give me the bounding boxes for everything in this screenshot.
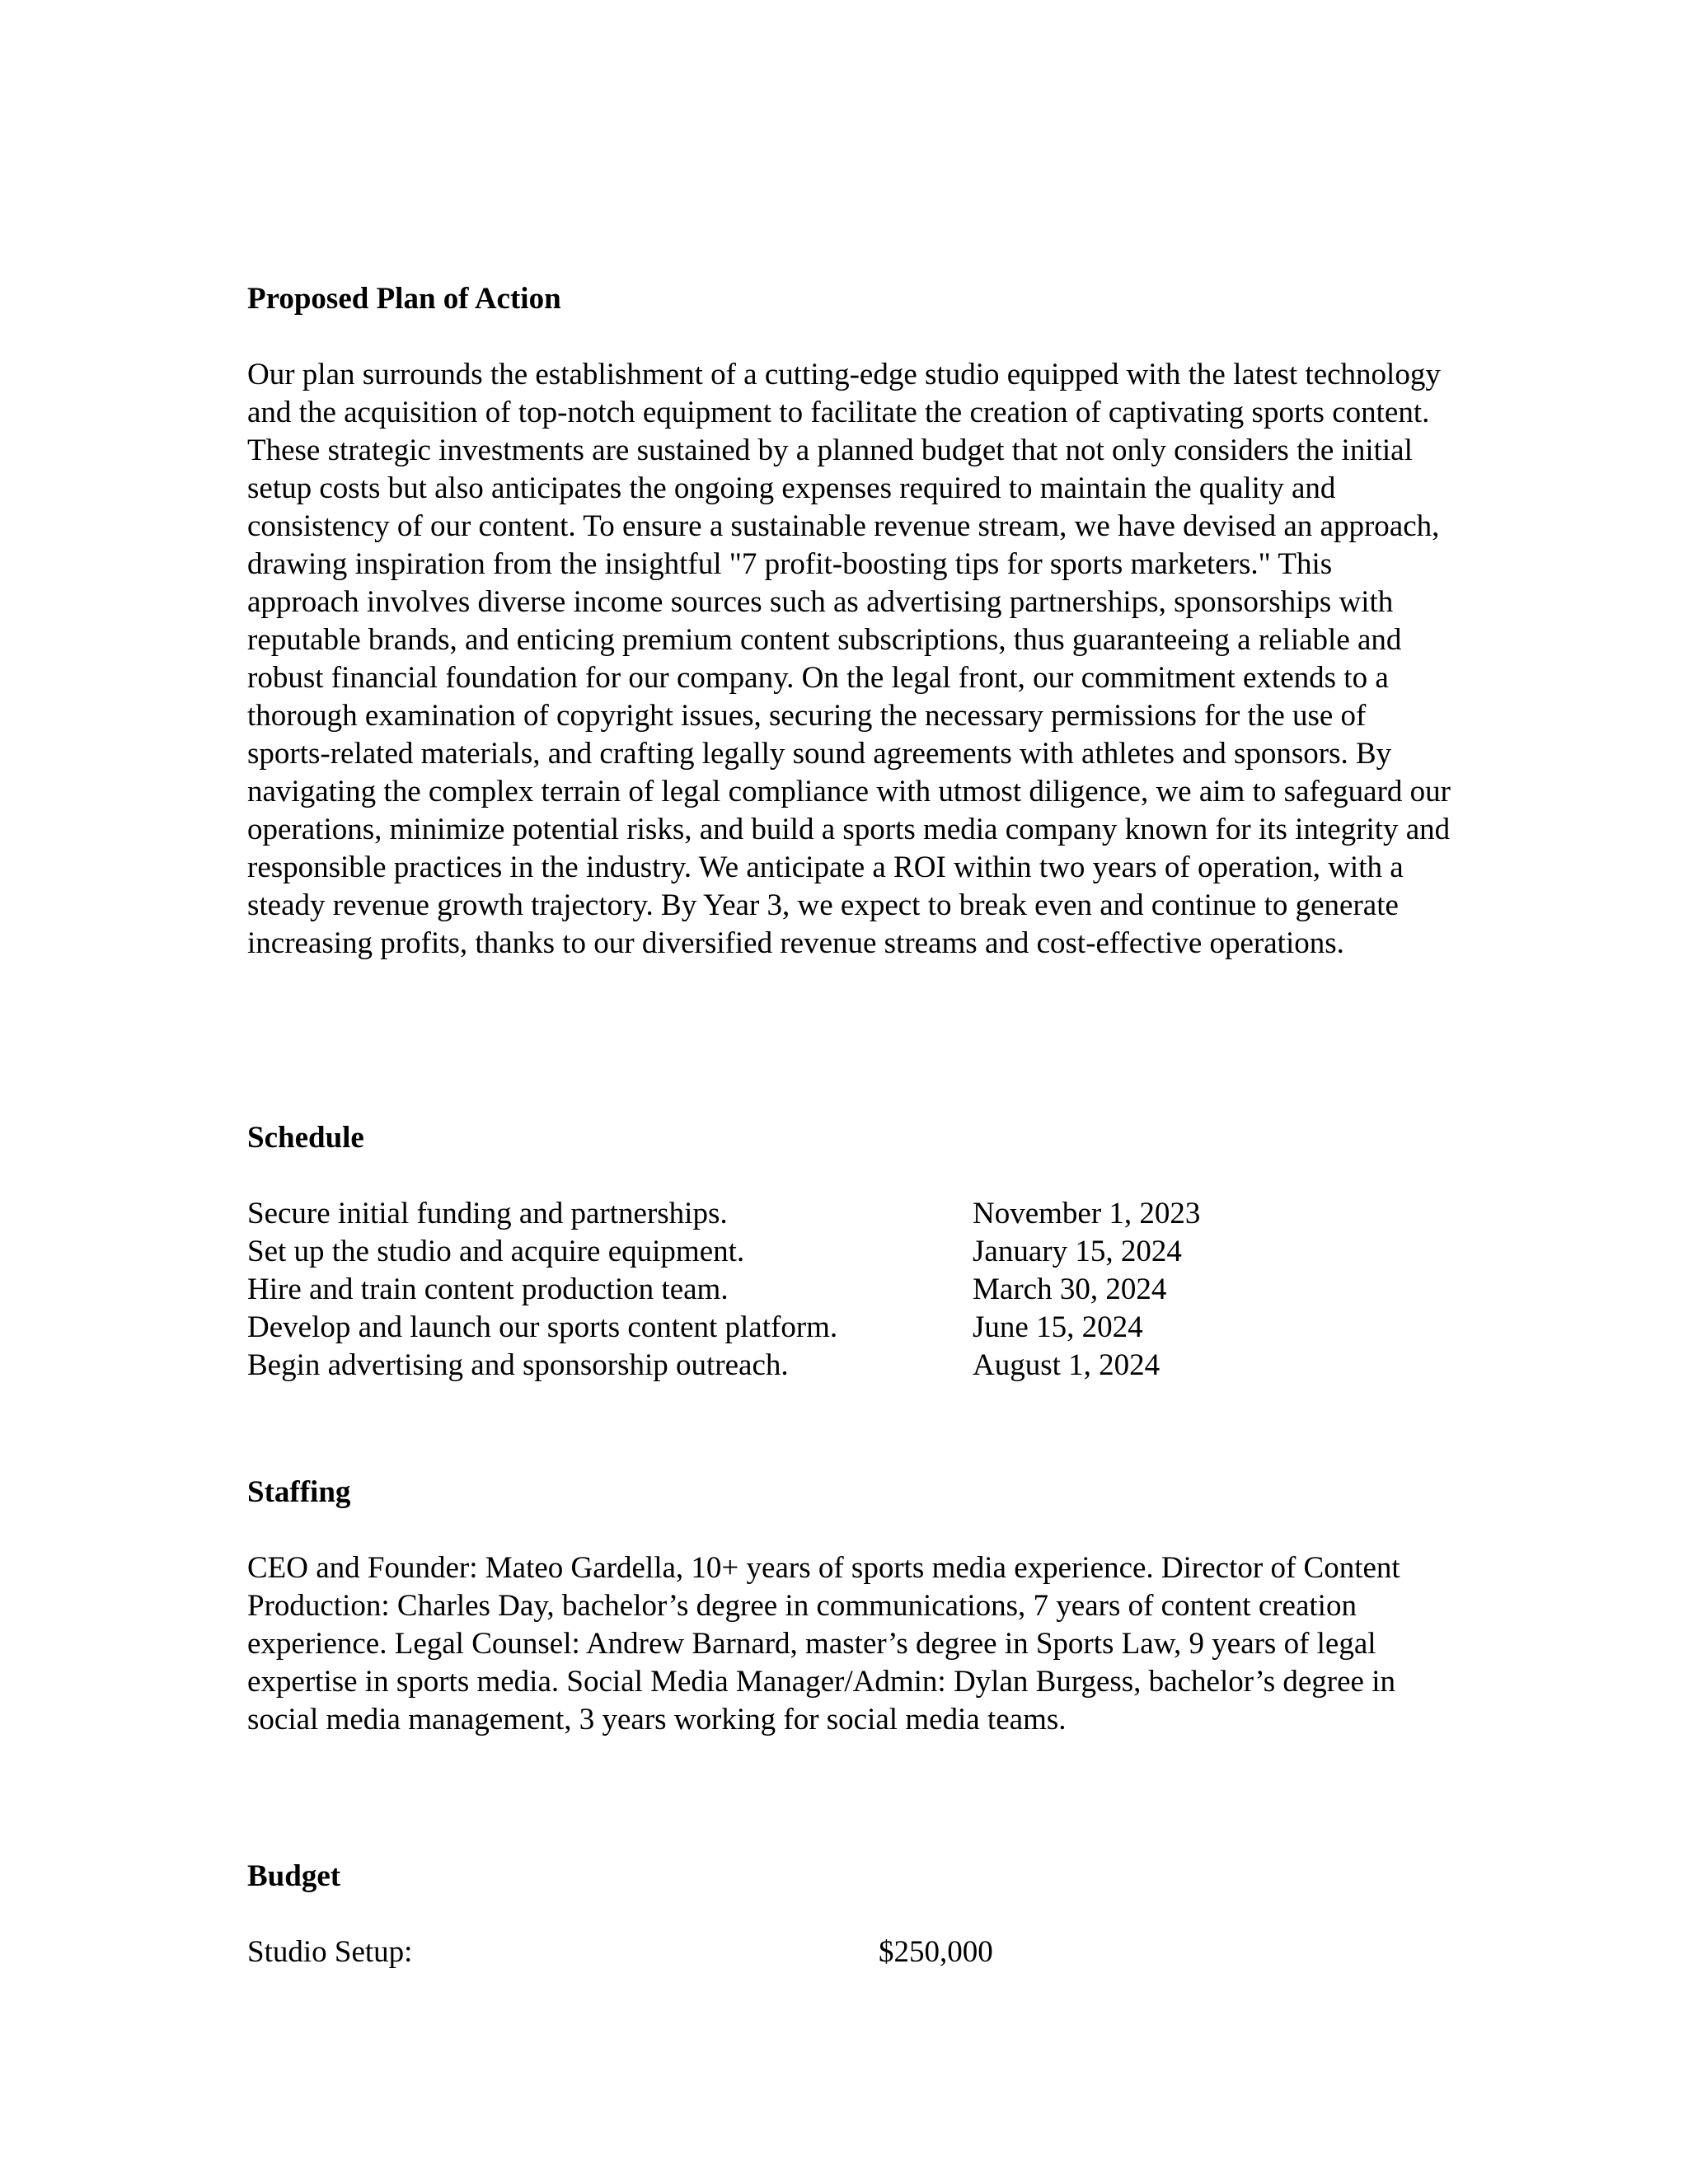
budget-amount: $250,000 [879,1935,993,1969]
plan-paragraph: Our plan surrounds the establishment of a cutting-edge studio equipped with the latest technology and the acquisition of top-notch equipment to facilitate the creation of captivating sports content. These strategic investments are sustained by a planned budget that not only considers the initial setup costs but also anticipates the ongoing expenses required to maintain the quality and consistency of our content. To ensure a sustainable revenue stream, we have devised an approach, drawing inspiration from the insightful "7 profit-boosting tips for sports marketers." This approach involves diverse income sources such as advertising partnerships, sponsorships with reputable brands, and enticing premium content subscriptions, thus guaranteeing a reliable and robust financial foundation for our company. On the legal front, our commitment extends to a thorough examination of copyright issues, securing the necessary permissions for the use of sports-related materials, and crafting legally sound agreements with athletes and sponsors. By navigating the complex terrain of legal compliance with utmost diligence, we aim to safeguard our operations, minimize potential risks, and build a sports media company known for its integrity and responsible practices in the industry. We anticipate a ROI within two years of operation, with a steady revenue growth trajectory. By Year 3, we expect to break even and continue to generate increasing profits, thanks to our diversified revenue streams and cost-effective operations. [247,358,1451,960]
plan-heading: Proposed Plan of Action [247,282,561,316]
schedule-task: Begin advertising and sponsorship outreach. [247,1348,789,1382]
schedule-heading: Schedule [247,1121,364,1155]
plan-section [247,280,1451,963]
schedule-date: November 1, 2023 [973,1197,1201,1230]
staffing-paragraph: CEO and Founder: Mateo Gardella, 10+ years of sports media experience. Director of Content Production: Charles Day, bachelor’s degree in communications, 7 years of content creation experience. Legal Counsel: Andrew Barnard, master’s degree in Sports Law, 9 years of legal expertise in sports media. Social Media Manager/Admin: Dylan Burgess, bachelor’s degree in social media management, 3 years working for social media teams. [247,1551,1400,1736]
schedule-list [247,1195,1451,1385]
budget-heading: Budget [247,1859,341,1893]
budget-section [247,1858,1451,1971]
schedule-row [247,1347,1451,1385]
schedule-date: March 30, 2024 [973,1272,1167,1306]
schedule-date: June 15, 2024 [973,1310,1143,1344]
staffing-heading: Staffing [247,1475,351,1509]
schedule-row [247,1309,1451,1347]
schedule-date: August 1, 2024 [973,1348,1160,1382]
schedule-task: Secure initial funding and partnerships. [247,1197,728,1230]
schedule-task: Set up the studio and acquire equipment. [247,1235,745,1268]
schedule-task: Develop and launch our sports content platform. [247,1310,838,1344]
schedule-date: January 15, 2024 [973,1235,1182,1268]
schedule-row [247,1195,1451,1233]
budget-list [247,1933,1451,1971]
staffing-section [247,1474,1451,1739]
schedule-row [247,1233,1451,1271]
schedule-row [247,1271,1451,1309]
schedule-task: Hire and train content production team. [247,1272,729,1306]
budget-label: Studio Setup: [247,1935,413,1969]
schedule-section [247,1119,1451,1385]
budget-row [247,1933,1451,1971]
